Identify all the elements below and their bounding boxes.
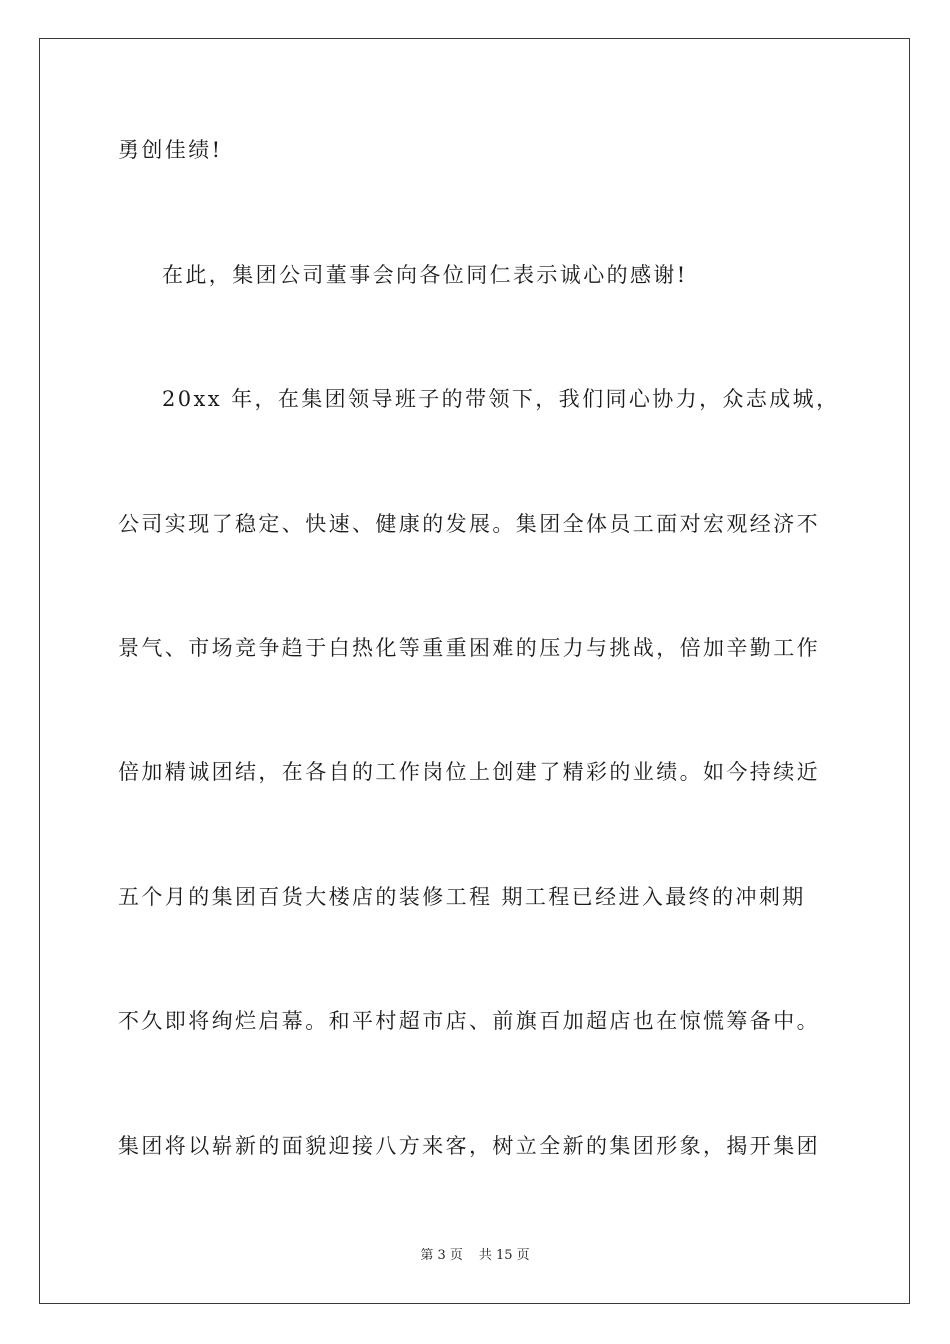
paragraph-line-5: 景气、市场竞争趋于白热化等重重困难的压力与挑战，倍加辛勤工作 [118, 636, 820, 660]
paragraph-line-9: 集团将以崭新的面貌迎接八方来客，树立全新的集团形象，揭开集团 [118, 1134, 820, 1158]
paragraph-line-6: 倍加精诚团结，在各自的工作岗位上创建了精彩的业绩。如今持续近 [118, 760, 820, 784]
paragraph-line-4: 公司实现了稳定、快速、健康的发展。集团全体员工面对宏观经济不 [118, 512, 820, 536]
paragraph-line-2: 在此，集团公司董事会向各位同仁表示诚心的感谢! [162, 263, 688, 287]
page-border [39, 38, 910, 1304]
paragraph-line-8: 不久即将绚烂启幕。和平村超市店、前旗百加超店也在惊慌筹备中。 [118, 1009, 820, 1033]
paragraph-line-1: 勇创佳绩! [118, 138, 223, 162]
paragraph-line-3: 20xx 年，在集团领导班子的带领下，我们同心协力，众志成城， [162, 387, 840, 411]
page-footer [0, 1247, 950, 1265]
page-total: 共 15 页 [478, 1248, 530, 1263]
paragraph-line-7: 五个月的集团百货大楼店的装修工程 期工程已经进入最终的冲刺期 [118, 885, 806, 909]
page-number: 第 3 页 [420, 1248, 463, 1263]
